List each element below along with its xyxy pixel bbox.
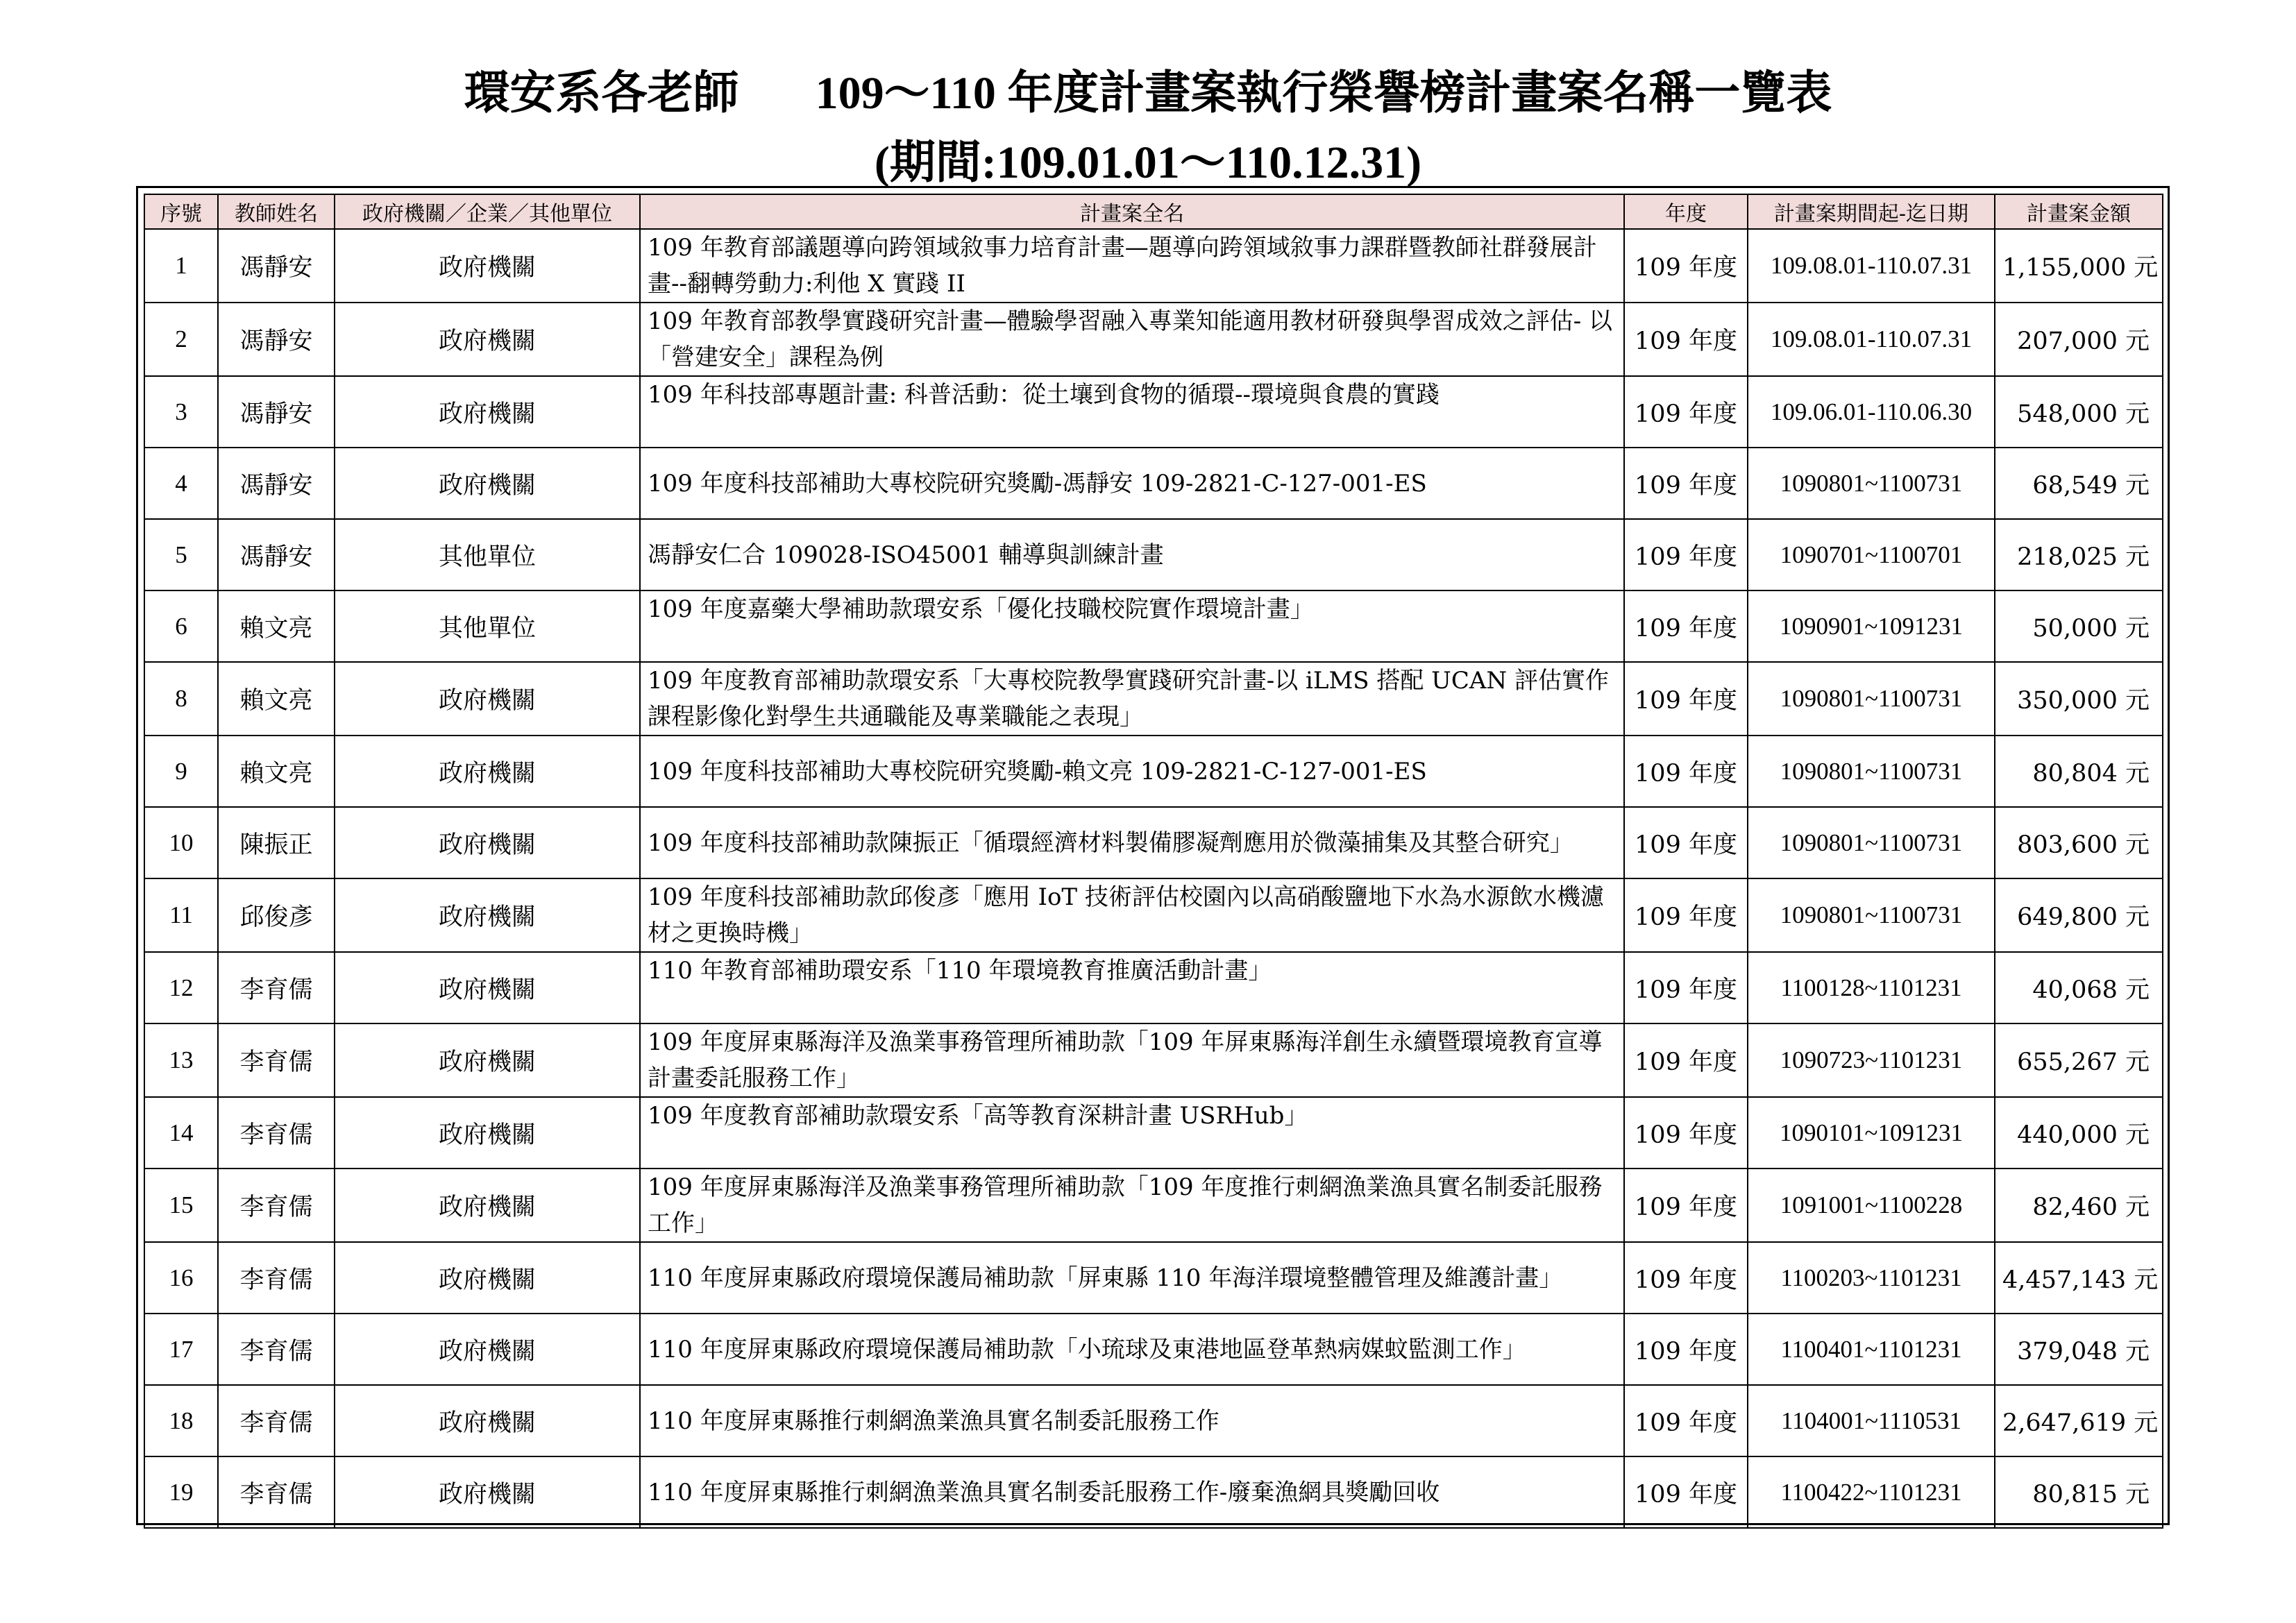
- cell-amount: 218,025 元: [1995, 519, 2163, 590]
- cell-year: 109 年度: [1624, 878, 1748, 952]
- cell-year: 109 年度: [1624, 952, 1748, 1023]
- cell-amount: 350,000 元: [1995, 662, 2163, 736]
- cell-teacher: 李育儒: [218, 1314, 335, 1385]
- cell-year: 109 年度: [1624, 1314, 1748, 1385]
- cell-teacher: 李育儒: [218, 1385, 335, 1456]
- cell-project-name: 110 年度屏東縣政府環境保護局補助款「屏東縣 110 年海洋環境整體管理及維護計畫」: [640, 1242, 1624, 1314]
- cell-teacher: 邱俊彥: [218, 878, 335, 952]
- cell-teacher: 賴文亮: [218, 662, 335, 736]
- cell-period: 1104001~1110531: [1748, 1385, 1995, 1456]
- header-amount: 計畫案金額: [1995, 194, 2163, 229]
- cell-teacher: 李育儒: [218, 1097, 335, 1169]
- table-row: [144, 519, 2163, 590]
- cell-no: 8: [144, 662, 218, 736]
- cell-period: 1091001~1100228: [1748, 1169, 1995, 1242]
- cell-period: 1090801~1100731: [1748, 807, 1995, 878]
- cell-amount: 803,600 元: [1995, 807, 2163, 878]
- cell-amount: 655,267 元: [1995, 1023, 2163, 1097]
- cell-project-name: 109 年度科技部補助款陳振正「循環經濟材料製備膠凝劑應用於微藻捕集及其整合研究」: [640, 807, 1624, 878]
- table-row: [144, 376, 2163, 448]
- cell-year: 109 年度: [1624, 807, 1748, 878]
- cell-year: 109 年度: [1624, 303, 1748, 376]
- cell-no: 17: [144, 1314, 218, 1385]
- cell-project-name: 109 年科技部專題計畫: 科普活動：從土壤到食物的循環--環境與食農的實踐: [640, 376, 1624, 448]
- cell-year: 109 年度: [1624, 1385, 1748, 1456]
- cell-amount: 1,155,000 元: [1995, 229, 2163, 303]
- cell-year: 109 年度: [1624, 1023, 1748, 1097]
- cell-period: 109.06.01-110.06.30: [1748, 376, 1995, 448]
- header-period: 計畫案期間起-迄日期: [1748, 194, 1995, 229]
- cell-no: 15: [144, 1169, 218, 1242]
- cell-project-name: 109 年度屏東縣海洋及漁業事務管理所補助款「109 年屏東縣海洋創生永續暨環境教育宣導計畫委託服務工作」: [640, 1023, 1624, 1097]
- cell-unit: 政府機關: [335, 952, 640, 1023]
- header-year: 年度: [1624, 194, 1748, 229]
- cell-project-name: 110 年度屏東縣推行刺網漁業漁具實名制委託服務工作-廢棄漁網具獎勵回收: [640, 1456, 1624, 1528]
- cell-project-name: 109 年度教育部補助款環安系「大專校院教學實踐研究計畫-以 iLMS 搭配 UCAN 評估實作課程影像化對學生共通職能及專業職能之表現」: [640, 662, 1624, 736]
- cell-project-name: 109 年教育部教學實踐研究計畫—體驗學習融入專業知能適用教材研發與學習成效之評估- 以「營建安全」課程為例: [640, 303, 1624, 376]
- cell-project-name: 109 年度嘉藥大學補助款環安系「優化技職校院實作環境計畫」: [640, 590, 1624, 662]
- cell-amount: 207,000 元: [1995, 303, 2163, 376]
- cell-no: 11: [144, 878, 218, 952]
- table-row: [144, 952, 2163, 1023]
- cell-no: 5: [144, 519, 218, 590]
- cell-period: 1090901~1091231: [1748, 590, 1995, 662]
- cell-amount: 548,000 元: [1995, 376, 2163, 448]
- header-no: 序號: [144, 194, 218, 229]
- table-row: [144, 1097, 2163, 1169]
- cell-year: 109 年度: [1624, 376, 1748, 448]
- cell-amount: 80,815 元: [1995, 1456, 2163, 1528]
- header-project-name: 計畫案全名: [640, 194, 1624, 229]
- cell-year: 109 年度: [1624, 519, 1748, 590]
- table-row: [144, 1456, 2163, 1528]
- cell-teacher: 李育儒: [218, 1169, 335, 1242]
- cell-no: 10: [144, 807, 218, 878]
- cell-period: 1090801~1100731: [1748, 662, 1995, 736]
- table-row: [144, 1385, 2163, 1456]
- cell-amount: 649,800 元: [1995, 878, 2163, 952]
- cell-no: 1: [144, 229, 218, 303]
- table-row: [144, 807, 2163, 878]
- table-row: [144, 229, 2163, 303]
- cell-year: 109 年度: [1624, 1242, 1748, 1314]
- header-unit: 政府機關／企業／其他單位: [335, 194, 640, 229]
- cell-unit: 政府機關: [335, 736, 640, 807]
- cell-unit: 政府機關: [335, 1242, 640, 1314]
- project-table: [144, 194, 2163, 1529]
- cell-period: 1090801~1100731: [1748, 448, 1995, 519]
- header-teacher: 教師姓名: [218, 194, 335, 229]
- cell-no: 2: [144, 303, 218, 376]
- table-row: [144, 1023, 2163, 1097]
- cell-teacher: 馮靜安: [218, 376, 335, 448]
- cell-no: 9: [144, 736, 218, 807]
- cell-amount: 80,804 元: [1995, 736, 2163, 807]
- cell-amount: 440,000 元: [1995, 1097, 2163, 1169]
- cell-project-name: 馮靜安仁合 109028-ISO45001 輔導與訓練計畫: [640, 519, 1624, 590]
- cell-no: 14: [144, 1097, 218, 1169]
- cell-year: 109 年度: [1624, 1169, 1748, 1242]
- cell-year: 109 年度: [1624, 229, 1748, 303]
- cell-project-name: 109 年度科技部補助大專校院研究獎勵-賴文亮 109-2821-C-127-001-ES: [640, 736, 1624, 807]
- table-row: [144, 662, 2163, 736]
- cell-unit: 其他單位: [335, 590, 640, 662]
- title-dept: 環安系各老師: [464, 68, 739, 119]
- cell-no: 4: [144, 448, 218, 519]
- table-row: [144, 1169, 2163, 1242]
- cell-amount: 68,549 元: [1995, 448, 2163, 519]
- cell-year: 109 年度: [1624, 1456, 1748, 1528]
- cell-amount: 4,457,143 元: [1995, 1242, 2163, 1314]
- cell-teacher: 馮靜安: [218, 448, 335, 519]
- cell-teacher: 馮靜安: [218, 519, 335, 590]
- cell-project-name: 109 年教育部議題導向跨領域敘事力培育計畫—題導向跨領域敘事力課群暨教師社群發展計畫--翻轉勞動力:利他 X 實踐 II: [640, 229, 1624, 303]
- cell-period: 1090801~1100731: [1748, 878, 1995, 952]
- table-row: [144, 448, 2163, 519]
- title-main: 109～110 年度計畫案執行榮譽榜計畫案名稱一覽表: [815, 68, 1832, 119]
- cell-period: 109.08.01-110.07.31: [1748, 229, 1995, 303]
- cell-unit: 政府機關: [335, 229, 640, 303]
- cell-unit: 政府機關: [335, 303, 640, 376]
- table-frame: [136, 186, 2170, 1525]
- cell-period: 1090801~1100731: [1748, 736, 1995, 807]
- cell-unit: 政府機關: [335, 1314, 640, 1385]
- cell-unit: 政府機關: [335, 1456, 640, 1528]
- cell-period: 1100128~1101231: [1748, 952, 1995, 1023]
- document-subtitle-period: (期間:109.01.01～110.12.31): [874, 137, 1422, 188]
- cell-unit: 政府機關: [335, 1385, 640, 1456]
- cell-unit: 政府機關: [335, 1023, 640, 1097]
- table-row: [144, 590, 2163, 662]
- cell-year: 109 年度: [1624, 1097, 1748, 1169]
- table-header-row: [144, 194, 2163, 229]
- cell-no: 13: [144, 1023, 218, 1097]
- cell-project-name: 110 年度屏東縣政府環境保護局補助款「小琉球及東港地區登革熱病媒蚊監測工作」: [640, 1314, 1624, 1385]
- cell-unit: 政府機關: [335, 1097, 640, 1169]
- cell-no: 18: [144, 1385, 218, 1456]
- cell-period: 1090101~1091231: [1748, 1097, 1995, 1169]
- cell-period: 1100422~1101231: [1748, 1456, 1995, 1528]
- cell-project-name: 110 年教育部補助環安系「110 年環境教育推廣活動計畫」: [640, 952, 1624, 1023]
- cell-period: 109.08.01-110.07.31: [1748, 303, 1995, 376]
- cell-unit: 政府機關: [335, 878, 640, 952]
- cell-year: 109 年度: [1624, 736, 1748, 807]
- cell-teacher: 李育儒: [218, 1023, 335, 1097]
- cell-period: 1090701~1100701: [1748, 519, 1995, 590]
- cell-period: 1100401~1101231: [1748, 1314, 1995, 1385]
- cell-unit: 政府機關: [335, 1169, 640, 1242]
- cell-amount: 82,460 元: [1995, 1169, 2163, 1242]
- table-row: [144, 878, 2163, 952]
- cell-teacher: 馮靜安: [218, 229, 335, 303]
- cell-teacher: 陳振正: [218, 807, 335, 878]
- cell-year: 109 年度: [1624, 662, 1748, 736]
- cell-year: 109 年度: [1624, 590, 1748, 662]
- cell-project-name: 109 年度科技部補助大專校院研究獎勵-馮靜安 109-2821-C-127-001-ES: [640, 448, 1624, 519]
- cell-no: 19: [144, 1456, 218, 1528]
- cell-teacher: 賴文亮: [218, 736, 335, 807]
- cell-teacher: 賴文亮: [218, 590, 335, 662]
- table-row: [144, 736, 2163, 807]
- document-title: [0, 56, 2296, 121]
- cell-unit: 政府機關: [335, 448, 640, 519]
- cell-teacher: 李育儒: [218, 1456, 335, 1528]
- cell-unit: 其他單位: [335, 519, 640, 590]
- cell-teacher: 李育儒: [218, 1242, 335, 1314]
- table-row: [144, 1314, 2163, 1385]
- cell-unit: 政府機關: [335, 376, 640, 448]
- cell-no: 6: [144, 590, 218, 662]
- cell-amount: 379,048 元: [1995, 1314, 2163, 1385]
- cell-project-name: 110 年度屏東縣推行刺網漁業漁具實名制委託服務工作: [640, 1385, 1624, 1456]
- cell-period: 1100203~1101231: [1748, 1242, 1995, 1314]
- cell-no: 12: [144, 952, 218, 1023]
- cell-teacher: 馮靜安: [218, 303, 335, 376]
- cell-no: 16: [144, 1242, 218, 1314]
- cell-project-name: 109 年度科技部補助款邱俊彥「應用 IoT 技術評估校園內以高硝酸鹽地下水為水源飲水機濾材之更換時機」: [640, 878, 1624, 952]
- cell-teacher: 李育儒: [218, 952, 335, 1023]
- cell-period: 1090723~1101231: [1748, 1023, 1995, 1097]
- cell-amount: 40,068 元: [1995, 952, 2163, 1023]
- cell-amount: 50,000 元: [1995, 590, 2163, 662]
- table-row: [144, 303, 2163, 376]
- cell-unit: 政府機關: [335, 807, 640, 878]
- cell-year: 109 年度: [1624, 448, 1748, 519]
- cell-unit: 政府機關: [335, 662, 640, 736]
- cell-project-name: 109 年度教育部補助款環安系「高等教育深耕計畫 USRHub」: [640, 1097, 1624, 1169]
- table-row: [144, 1242, 2163, 1314]
- cell-project-name: 109 年度屏東縣海洋及漁業事務管理所補助款「109 年度推行刺網漁業漁具實名制委託服務工作」: [640, 1169, 1624, 1242]
- cell-amount: 2,647,619 元: [1995, 1385, 2163, 1456]
- cell-no: 3: [144, 376, 218, 448]
